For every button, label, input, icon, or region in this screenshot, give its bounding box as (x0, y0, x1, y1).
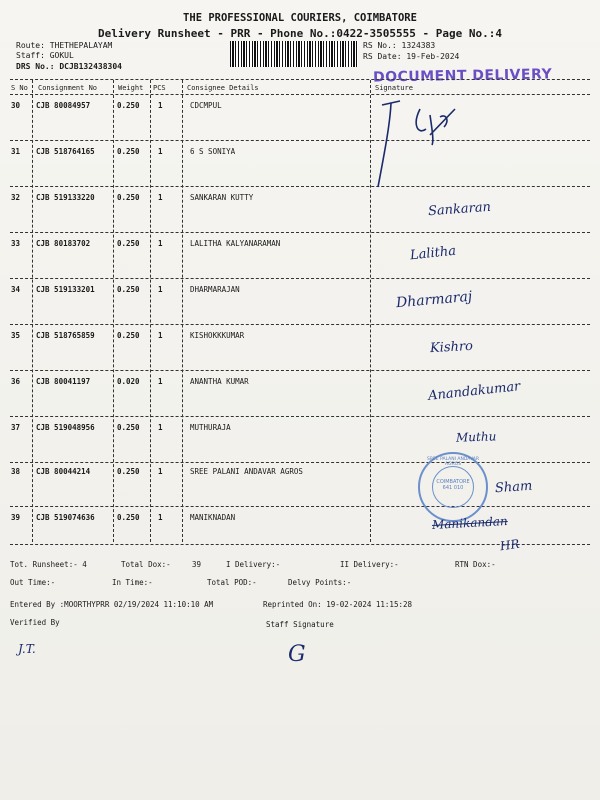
row-rule (10, 506, 590, 507)
table-header-rule (10, 94, 590, 95)
row-weight: 0.250 (117, 467, 140, 476)
row-consignee: ANANTHA KUMAR (190, 377, 249, 386)
table-row (0, 285, 600, 297)
row-consignment: CJB 518765859 (36, 331, 95, 340)
row-sno: 37 (11, 423, 21, 432)
row-sno: 34 (11, 285, 21, 294)
table-top-rule (10, 79, 590, 80)
table-row (0, 467, 600, 479)
drs-number: DRS No.: DCJB132438304 (16, 62, 122, 71)
table-row (0, 423, 600, 435)
row-pcs: 1 (158, 147, 163, 156)
signature-row-37: Muthu (455, 429, 497, 445)
total-dox-value: 39 (192, 560, 202, 569)
staff-label: Staff: GOKUL (16, 51, 74, 60)
row-consignment: CJB 519074636 (36, 513, 95, 522)
table-row (0, 331, 600, 343)
table-row (0, 513, 600, 525)
row-sno: 31 (11, 147, 21, 156)
signature-row-34: Dharmaraj (395, 288, 473, 312)
signature-row-33: Lalitha (409, 243, 457, 264)
row-weight: 0.250 (117, 423, 140, 432)
table-row (0, 147, 600, 159)
in-time: In Time:- (112, 578, 153, 587)
row-rule (10, 416, 590, 417)
row-pcs: 1 (158, 513, 163, 522)
out-time: Out Time:- (10, 578, 56, 587)
row-pcs: 1 (158, 331, 163, 340)
reprinted-on: Reprinted On: 19-02-2024 11:15:28 (263, 600, 413, 609)
barcode (230, 41, 358, 67)
row-consignment: CJB 519048956 (36, 423, 95, 432)
row-rule (10, 462, 590, 463)
row-rule (10, 278, 590, 279)
row-consignee: MUTHURAJA (190, 423, 231, 432)
staff-signature: G (288, 642, 306, 667)
delvy-points: Delvy Points:- (288, 578, 352, 587)
document-delivery-stamp: DOCUMENT DELIVERY (372, 66, 553, 86)
row-consignee: CDCMPUL (190, 101, 222, 110)
col-consignee: Consignee Details (187, 84, 259, 92)
row-weight: 0.250 (117, 147, 140, 156)
row-consignment: CJB 80044214 (36, 467, 91, 476)
row-consignee: MANIKNADAN (190, 513, 236, 522)
table-row (0, 239, 600, 251)
row-consignment: CJB 80183702 (36, 239, 91, 248)
company-name: THE PROFESSIONAL COURIERS, COIMBATORE (183, 12, 417, 24)
row-consignee: DHARMARAJAN (190, 285, 240, 294)
row-pcs: 1 (158, 193, 163, 202)
rs-date: RS Date: 19-Feb-2024 (363, 52, 460, 61)
row-consignment: CJB 519133220 (36, 193, 95, 202)
staff-signature-label: Staff Signature (266, 620, 334, 629)
row-sno: 35 (11, 331, 21, 340)
rs-number: RS No.: 1324383 (363, 41, 436, 50)
verified-signature: J.T. (18, 642, 36, 656)
col-consignment: Consignment No (38, 84, 98, 92)
col-signature: Signature (375, 84, 413, 92)
row-consignment: CJB 518764165 (36, 147, 95, 156)
row-rule (10, 140, 590, 141)
rtn-dox: RTN Dox:- (455, 560, 496, 569)
row-pcs: 1 (158, 377, 163, 386)
row-rule (10, 186, 590, 187)
row-weight: 0.250 (117, 331, 140, 340)
row-weight: 0.250 (117, 193, 140, 202)
total-dox-label: Total Dox:- (121, 560, 171, 569)
row-pcs: 1 (158, 423, 163, 432)
row-rule (10, 232, 590, 233)
row-sno: 30 (11, 101, 21, 110)
row-pcs: 1 (158, 101, 163, 110)
table-row (0, 101, 600, 113)
row-rule (10, 324, 590, 325)
row-consignee: LALITHA KALYANARAMAN (190, 239, 281, 248)
signature-row-35: Kishro (429, 338, 474, 357)
col-weight: Weight (118, 84, 144, 92)
row-consignee: KISHOKKKUMAR (190, 331, 245, 340)
row-rule (10, 370, 590, 371)
row-weight: 0.250 (117, 239, 140, 248)
row-consignee: SANKARAN KUTTY (190, 193, 254, 202)
total-runsheet: Tot. Runsheet:- 4 (10, 560, 87, 569)
table-row (0, 193, 600, 205)
signature-row-38: Sham (494, 478, 533, 497)
row-pcs: 1 (158, 239, 163, 248)
row-consignee: SREE PALANI ANDAVAR AGROS (190, 467, 303, 476)
signature-row-32: Sankaran (427, 199, 492, 220)
ii-delivery: II Delivery:- (340, 560, 399, 569)
row-sno: 36 (11, 377, 21, 386)
i-delivery: I Delivery:- (226, 560, 281, 569)
col-sno: S No (11, 84, 28, 92)
row-consignment: CJB 519133201 (36, 285, 95, 294)
signature-scribble-large (360, 95, 480, 195)
signature-row-39: Manikandan (431, 514, 509, 532)
row-weight: 0.250 (117, 285, 140, 294)
row-sno: 39 (11, 513, 21, 522)
row-sno: 38 (11, 467, 21, 476)
row-weight: 0.250 (117, 101, 140, 110)
runsheet-title: Delivery Runsheet - PRR - Phone No.:0422-3505555 - Page No.:4 (98, 27, 502, 40)
row-consignment: CJB 80084957 (36, 101, 91, 110)
verified-by-label: Verified By (10, 618, 60, 627)
row-pcs: 1 (158, 285, 163, 294)
route-label: Route: THETHEPALAYAM (16, 41, 113, 50)
total-pod: Total POD:- (207, 578, 257, 587)
entered-by: Entered By :MOORTHYPRR 02/19/2024 11:10:10 AM (10, 600, 214, 609)
row-sno: 32 (11, 193, 21, 202)
row-weight: 0.250 (117, 513, 140, 522)
row-consignee: 6 S SONIYA (190, 147, 236, 156)
row-pcs: 1 (158, 467, 163, 476)
row-sno: 33 (11, 239, 21, 248)
signature-row-36: Anandakumar (427, 379, 522, 404)
row-weight: 0.020 (117, 377, 140, 386)
col-pcs: PCS (153, 84, 166, 92)
signature-row-39-initials: HR (499, 536, 521, 554)
row-consignment: CJB 80041197 (36, 377, 91, 386)
company-seal: SREE PALANI ANDAVAR AGROS COIMBATORE 641 010 (418, 452, 488, 522)
